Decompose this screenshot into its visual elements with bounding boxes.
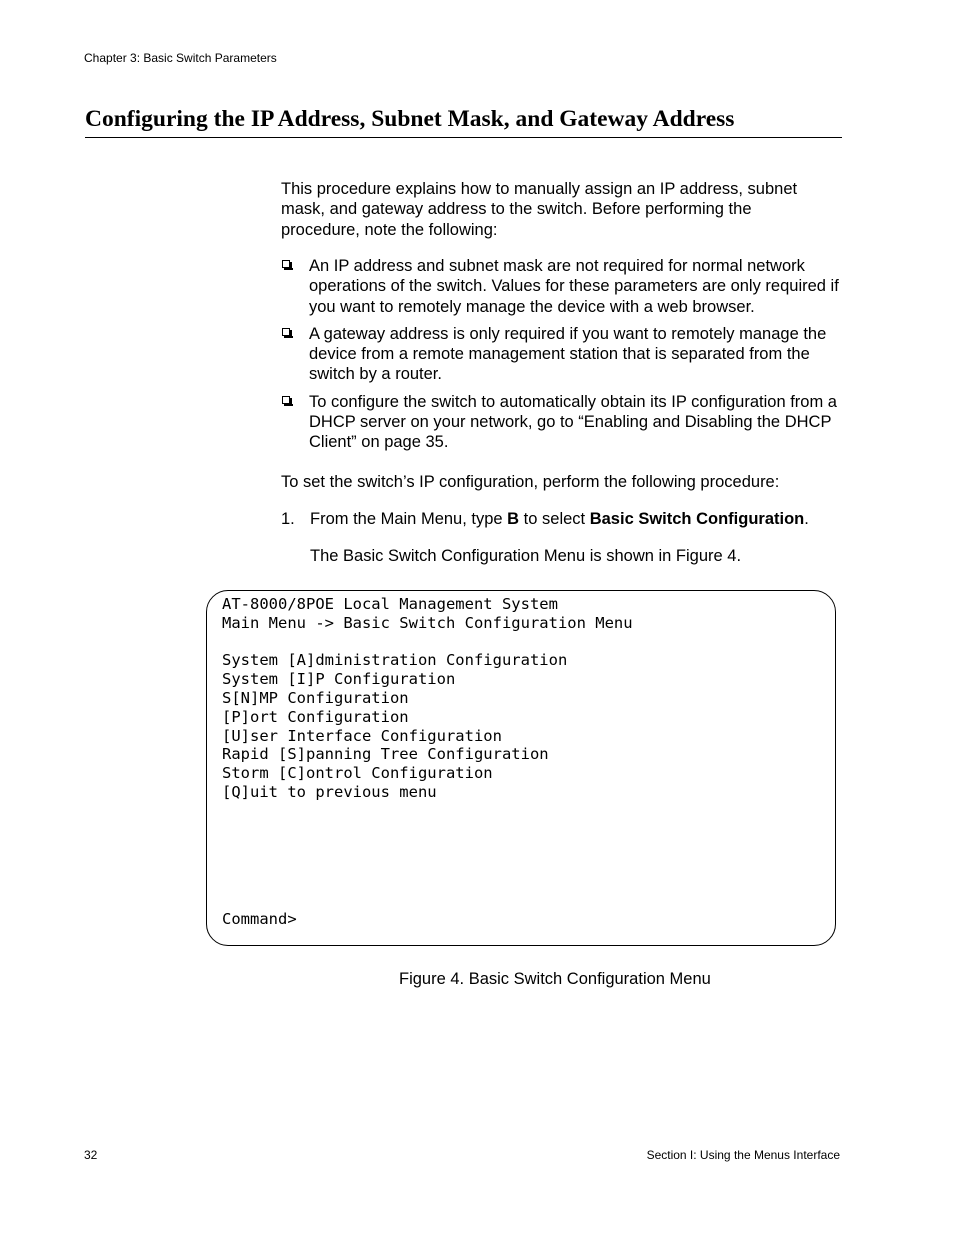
terminal-menu-item: S[N]MP Configuration [222,688,409,707]
list-item-text: An IP address and subnet mask are not required for normal network operations of the switch. Values for these parameters are only required if you want to remotely manage the device with a web browser. [309,257,839,316]
terminal-text [222,595,633,802]
terminal-menu-item: [U]ser Interface Configuration [222,726,502,745]
intro-paragraph: This procedure explains how to manually assign an IP address, subnet mask, and gateway address to the switch. Before performing the procedure, note the following: [281,180,798,239]
terminal-menu-item: Storm [C]ontrol Configuration [222,764,493,783]
terminal-menu-item: [P]ort Configuration [222,707,409,726]
step-menu-name: Basic Switch Configuration [589,510,805,528]
list-item [281,392,841,453]
procedure-step [281,509,809,529]
step-number: 1. [281,510,295,528]
checkbox-bullet-icon [282,260,290,268]
running-head: Chapter 3: Basic Switch Parameters [84,51,277,65]
terminal-breadcrumb: Main Menu -> Basic Switch Configuration Menu [222,613,633,632]
procedure-intro: To set the switch’s IP configuration, perform the following procedure: [281,473,780,491]
terminal-system-title: AT-8000/8POE Local Management System [222,595,558,613]
section-title: Configuring the IP Address, Subnet Mask, and Gateway Address [85,106,842,138]
step-text: From the Main Menu, type [310,510,508,528]
list-item-text: To configure the switch to automatically obtain its IP configuration from a DHCP server on your network, go to “Enabling and Disabling the DHCP Client” on page 35. [309,392,837,452]
page-number: 32 [84,1148,98,1162]
list-item-text: A gateway address is only required if you want to remotely manage the device from a remote management station that is separated from the switch by a router. [309,324,827,384]
step-text: to select [519,510,590,528]
notes-list [281,256,841,460]
step-key: B [507,510,520,528]
terminal-menu-item: [Q]uit to previous menu [222,782,437,801]
checkbox-bullet-icon [282,396,290,404]
terminal-menu-item: Rapid [S]panning Tree Configuration [222,745,549,764]
step-note: The Basic Switch Configuration Menu is shown in Figure 4. [310,547,742,565]
list-item [281,256,841,317]
checkbox-bullet-icon [282,328,290,336]
terminal-screen-figure [206,590,836,946]
list-item [281,324,841,385]
footer-section-title: Section I: Using the Menus Interface [646,1148,840,1162]
terminal-menu-item: System [I]P Configuration [222,670,456,689]
terminal-command-prompt: Command> [222,910,297,928]
figure-caption: Figure 4. Basic Switch Configuration Menu [399,970,711,988]
terminal-menu-item: System [A]dministration Configuration [222,651,568,670]
step-text: . [804,510,809,528]
